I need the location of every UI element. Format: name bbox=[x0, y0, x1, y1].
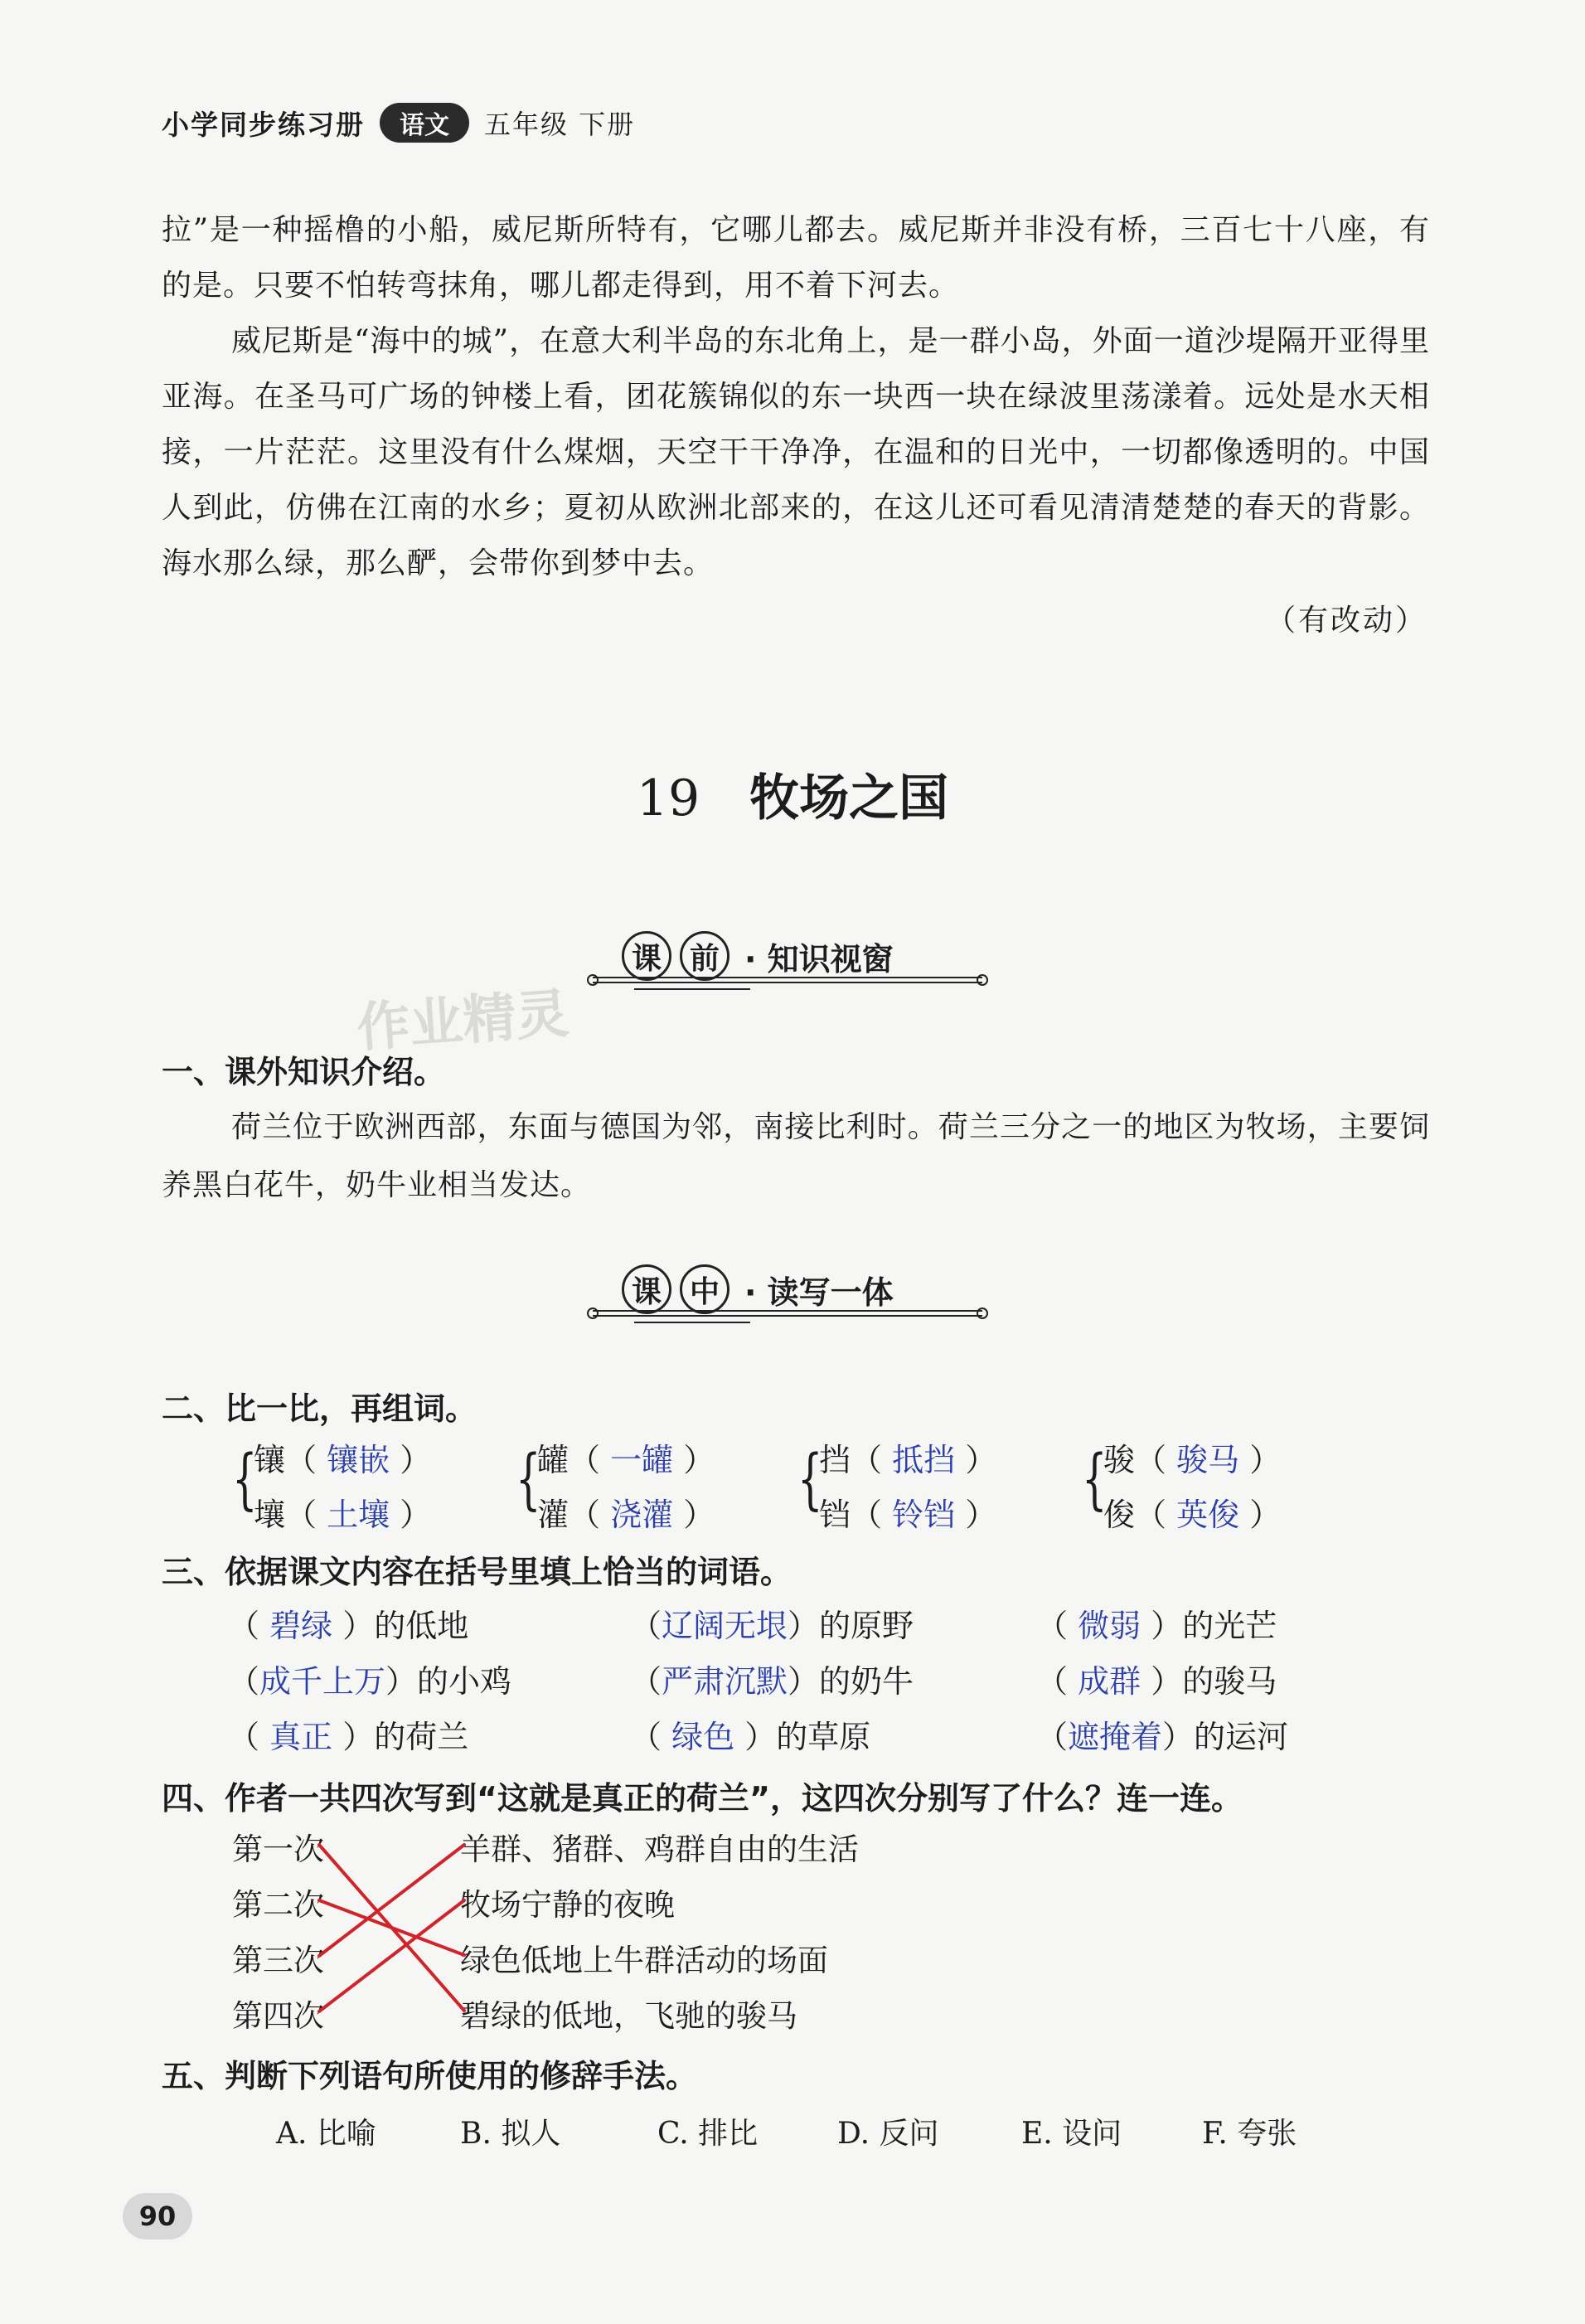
match-left-item: 第二次 bbox=[232, 1887, 324, 1923]
banner-text: · 读写一体 bbox=[744, 1274, 894, 1311]
banner-circle-char: 前 bbox=[680, 931, 729, 981]
option-f: F. 夸张 bbox=[1202, 2117, 1297, 2151]
option-a: A. 比喻 bbox=[276, 2117, 376, 2151]
fill-item: （ 真正 ）的荷兰 bbox=[228, 1719, 469, 1755]
fill-item: （辽阔无垠）的原野 bbox=[630, 1608, 914, 1644]
q2-heading: 二、比一比，再组词。 bbox=[162, 1390, 477, 1427]
match-line bbox=[319, 1845, 464, 1956]
passage-paragraph-1: 拉”是一种摇橹的小船，威尼斯所特有，它哪儿都去。威尼斯并非没有桥，三百七十八座，有的是。只要不怕转弯抹角，哪儿都走得到，用不着下河去。 bbox=[162, 213, 1430, 303]
match-right-item: 牧场宁静的夜晚 bbox=[460, 1887, 675, 1923]
match-right-item: 绿色低地上牛群活动的场面 bbox=[460, 1943, 828, 1978]
match-line bbox=[319, 1900, 464, 1955]
lesson-name: 牧场之国 bbox=[749, 769, 949, 827]
passage-paragraph-2: 威尼斯是“海中的城”，在意大利半岛的东北角上，是一群小岛，外面一道沙堤隔开亚得里亚海。在圣马可广场的钟楼上看，团花簇锦似的东一块西一块在绿波里荡漾着。远处是水天相接，一片茫茫。这里没有什么煤烟，天空干干净净，在温和的日光中，一切都像透明的。中国人到此，仿佛在江南的水乡；夏初从欧洲北部来的，在这儿还可看见清清楚楚的春天的背影。海水那么绿，那么酽，会带你到梦中去。 bbox=[162, 324, 1430, 580]
option-d: D. 反问 bbox=[837, 2117, 939, 2151]
q3-heading: 三、依据课文内容在括号里填上恰当的词语。 bbox=[162, 1554, 792, 1590]
match-right-item: 羊群、猪群、鸡群自由的生活 bbox=[460, 1832, 859, 1867]
brace: { bbox=[516, 1440, 541, 1517]
match-left-item: 第一次 bbox=[232, 1832, 324, 1867]
fill-item: （ 成群 ）的骏马 bbox=[1036, 1663, 1277, 1700]
banner-circle-char: 课 bbox=[622, 1264, 671, 1314]
banner-circle-char: 中 bbox=[680, 1264, 729, 1314]
q1-heading: 一、课外知识介绍。 bbox=[162, 1054, 446, 1090]
banner-circle-char: 课 bbox=[622, 931, 671, 981]
option-c: C. 排比 bbox=[657, 2117, 759, 2151]
option-b: B. 拟人 bbox=[460, 2117, 561, 2151]
match-line bbox=[319, 1900, 464, 2011]
match-right-item: 碧绿的低地，飞驰的骏马 bbox=[460, 1998, 797, 2034]
banner-text: · 知识视窗 bbox=[744, 940, 894, 978]
fill-item: （成千上万）的小鸡 bbox=[228, 1663, 512, 1700]
q4-heading: 四、作者一共四次写到“这就是真正的荷兰”，这四次分别写了什么？连一连。 bbox=[162, 1780, 1243, 1817]
subject-badge: 语文 bbox=[380, 103, 469, 143]
grade-label: 五年级 下册 bbox=[484, 109, 636, 140]
q1-text: 荷兰位于欧洲西部，东面与德国为邻，南接比利时。荷兰三分之一的地区为牧场，主要饲养黑白花牛，奶牛业相当发达。 bbox=[162, 1110, 1430, 1202]
brace: { bbox=[797, 1440, 823, 1517]
page-number: 90 bbox=[123, 2193, 192, 2239]
fill-item: （ 绿色 ）的草原 bbox=[630, 1719, 871, 1755]
fill-item: （遮掩着）的运河 bbox=[1036, 1719, 1289, 1755]
brace: { bbox=[232, 1440, 258, 1517]
fill-item: （ 碧绿 ）的低地 bbox=[228, 1608, 469, 1644]
match-left-item: 第三次 bbox=[232, 1943, 324, 1978]
q5-heading: 五、判断下列语句所使用的修辞手法。 bbox=[162, 2058, 698, 2094]
series-title: 小学同步练习册 bbox=[162, 108, 365, 141]
watermark: 作业精灵 bbox=[355, 983, 571, 1060]
fill-item: （严肃沉默）的奶牛 bbox=[630, 1663, 914, 1700]
source-note: （有改动） bbox=[1265, 604, 1427, 638]
option-e: E. 设问 bbox=[1021, 2117, 1122, 2151]
fill-item: （ 微弱 ）的光芒 bbox=[1036, 1608, 1277, 1644]
match-left-item: 第四次 bbox=[232, 1998, 324, 2034]
lesson-number: 19 bbox=[636, 769, 700, 827]
brace: { bbox=[1082, 1440, 1108, 1517]
